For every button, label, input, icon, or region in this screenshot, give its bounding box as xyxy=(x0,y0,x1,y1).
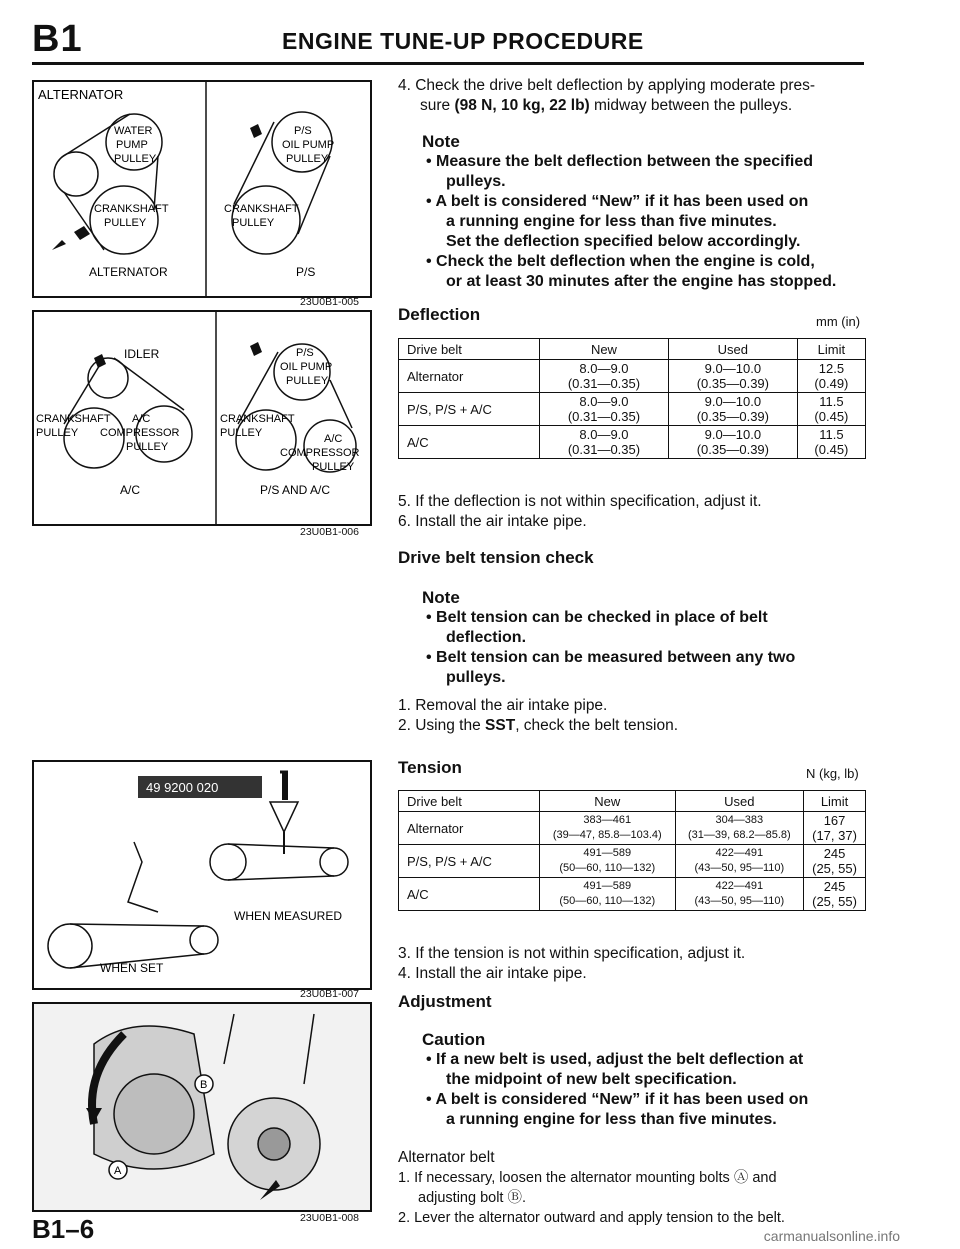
figure-belt-routing-alternator-ps xyxy=(32,80,372,298)
figure-alternator-adjustment xyxy=(32,1002,372,1212)
svg-text:P/S: P/S xyxy=(296,347,314,359)
figure-sst-tension-gauge xyxy=(32,760,372,990)
tension-title: Tension xyxy=(398,758,462,777)
svg-text:COMPRESSOR: COMPRESSOR xyxy=(280,447,360,459)
step-4: 4. Check the drive belt deflection by applying moderate pres- sure (98 N, 10 kg, 22 lb) midway between the pulleys. xyxy=(398,77,816,114)
table-row: A/C 8.0—9.0 (0.31—0.35) 9.0—10.0 (0.35—0.39) 11.5 (0.45) xyxy=(399,426,866,459)
caution-block: Caution • If a new belt is used, adjust the belt deflection at the midpoint of new belt specification. • A belt is considered “New” if it has been used on a running engine for less than five minutes. xyxy=(422,1030,809,1128)
figure-id: 23U0B1-007 xyxy=(300,988,359,1000)
figure-id: 23U0B1-006 xyxy=(300,526,359,538)
alternator-belt-steps: Alternator belt 1. If necessary, loosen the alternator mounting bolts Ⓐ and adjusting bolt Ⓑ. 2. Lever the alternator outward and apply tension to the belt. xyxy=(398,1149,785,1226)
tension-table: Drive belt New Used Limit Alternator 383—461 (39—47, 85.8—103.4) 304—383 (31—39, 68.2—85.8) 167 (17, 37) P/S, P/S + A/C 491—589 (50—60, 110—132) 422—491 (43—50, 95—110) 245 (25, 55) A/C 491—589 (50—60, 110—132) 422—491 (43—50, 95—110) 245 (25, 55) xyxy=(398,790,866,911)
figure-id: 23U0B1-008 xyxy=(300,1212,359,1224)
svg-text:OIL PUMP: OIL PUMP xyxy=(282,139,335,151)
svg-text:CRANKSHAFT: CRANKSHAFT xyxy=(94,203,169,215)
svg-text:A/C: A/C xyxy=(120,483,141,497)
svg-text:P/S: P/S xyxy=(294,125,312,137)
svg-text:OIL PUMP: OIL PUMP xyxy=(280,361,333,373)
alternator-label: ALTERNATOR xyxy=(38,87,124,102)
figure-id: 23U0B1-005 xyxy=(300,296,359,308)
figure-belt-routing-ac xyxy=(32,310,372,526)
svg-text:ALTERNATOR: ALTERNATOR xyxy=(89,265,168,279)
page-title: ENGINE TUNE-UP PROCEDURE xyxy=(282,28,644,54)
svg-text:P/S AND A/C: P/S AND A/C xyxy=(260,483,331,497)
deflection-table: Drive belt New Used Limit Alternator 8.0—9.0 (0.31—0.35) 9.0—10.0 (0.35—0.39) 12.5 (0.49) P/S, P/S + A/C 8.0—9.0 (0.31—0.35) 9.0—10.0 (0.35—0.39) 11.5 (0.45) A/C 8.0—9.0 (0.31—0.35) 9.0—10.0 (0.35—0.39) 11.5 (0.45) xyxy=(398,338,866,459)
svg-text:CRANKSHAFT: CRANKSHAFT xyxy=(220,413,295,425)
header-rule xyxy=(32,62,864,65)
svg-text:IDLER: IDLER xyxy=(124,347,160,361)
svg-text:P/S: P/S xyxy=(296,265,316,279)
steps-5-6: 5. If the deflection is not within specification, adjust it. 6. Install the air intake pipe. xyxy=(398,493,762,530)
deflection-title: Deflection xyxy=(398,305,481,324)
svg-text:PULLEY: PULLEY xyxy=(126,441,169,453)
section-code: B1 xyxy=(32,18,83,60)
svg-text:WHEN MEASURED: WHEN MEASURED xyxy=(234,909,343,923)
steps-3-4: 3. If the tension is not within specification, adjust it. 4. Install the air intake pipe. xyxy=(398,945,746,982)
table-row: Alternator 383—461 (39—47, 85.8—103.4) 304—383 (31—39, 68.2—85.8) 167 (17, 37) xyxy=(399,812,866,845)
steps-1-2: 1. Removal the air intake pipe. 2. Using the SST, check the belt tension. xyxy=(398,697,679,734)
page-number: B1–6 xyxy=(32,1214,95,1244)
svg-text:PULLEY: PULLEY xyxy=(286,375,329,387)
svg-text:A/C: A/C xyxy=(132,413,151,425)
svg-text:COMPRESSOR: COMPRESSOR xyxy=(100,427,180,439)
tension-check-heading: Drive belt tension check xyxy=(398,548,594,567)
svg-text:A/C: A/C xyxy=(324,433,343,445)
table-row: A/C 491—589 (50—60, 110—132) 422—491 (43—50, 95—110) 245 (25, 55) xyxy=(399,878,866,911)
watermark: carmanualsonline.info xyxy=(763,1228,900,1244)
svg-text:PULLEY: PULLEY xyxy=(286,153,329,165)
svg-text:PULLEY: PULLEY xyxy=(104,217,147,229)
svg-text:PULLEY: PULLEY xyxy=(220,427,263,439)
bolt-a-label: A xyxy=(114,1165,122,1177)
svg-text:PUMP: PUMP xyxy=(116,139,148,151)
bolt-b-label: B xyxy=(200,1079,208,1091)
svg-text:PULLEY: PULLEY xyxy=(312,461,355,473)
svg-text:CRANKSHAFT: CRANKSHAFT xyxy=(36,413,111,425)
svg-text:PULLEY: PULLEY xyxy=(36,427,79,439)
adjustment-heading: Adjustment xyxy=(398,992,492,1011)
table-row: Alternator 8.0—9.0 (0.31—0.35) 9.0—10.0 (0.35—0.39) 12.5 (0.49) xyxy=(399,360,866,393)
tension-unit: N (kg, lb) xyxy=(806,766,859,781)
svg-text:PULLEY: PULLEY xyxy=(232,217,275,229)
table-row: P/S, P/S + A/C 491—589 (50—60, 110—132) 422—491 (43—50, 95—110) 245 (25, 55) xyxy=(399,845,866,878)
svg-text:PULLEY: PULLEY xyxy=(114,153,157,165)
deflection-unit: mm (in) xyxy=(816,314,861,329)
note-tension: Note • Belt tension can be checked in place of belt deflection. • Belt tension can be measured between any two pulleys. xyxy=(422,588,796,686)
note-deflection: Note • Measure the belt deflection between the specified pulleys. • A belt is considered “New” if it has been used on a running engine for less than five minutes. Set the deflection specified below accordingly. • Check the belt deflection when the engine is cold, or at least 30 minutes after the engine has stopped. xyxy=(422,132,837,290)
svg-text:CRANKSHAFT: CRANKSHAFT xyxy=(224,203,299,215)
svg-text:WHEN SET: WHEN SET xyxy=(100,961,164,975)
svg-text:WATER: WATER xyxy=(114,125,153,137)
table-row: P/S, P/S + A/C 8.0—9.0 (0.31—0.35) 9.0—10.0 (0.35—0.39) 11.5 (0.45) xyxy=(399,393,866,426)
tool-number: 49 9200 020 xyxy=(146,780,219,795)
